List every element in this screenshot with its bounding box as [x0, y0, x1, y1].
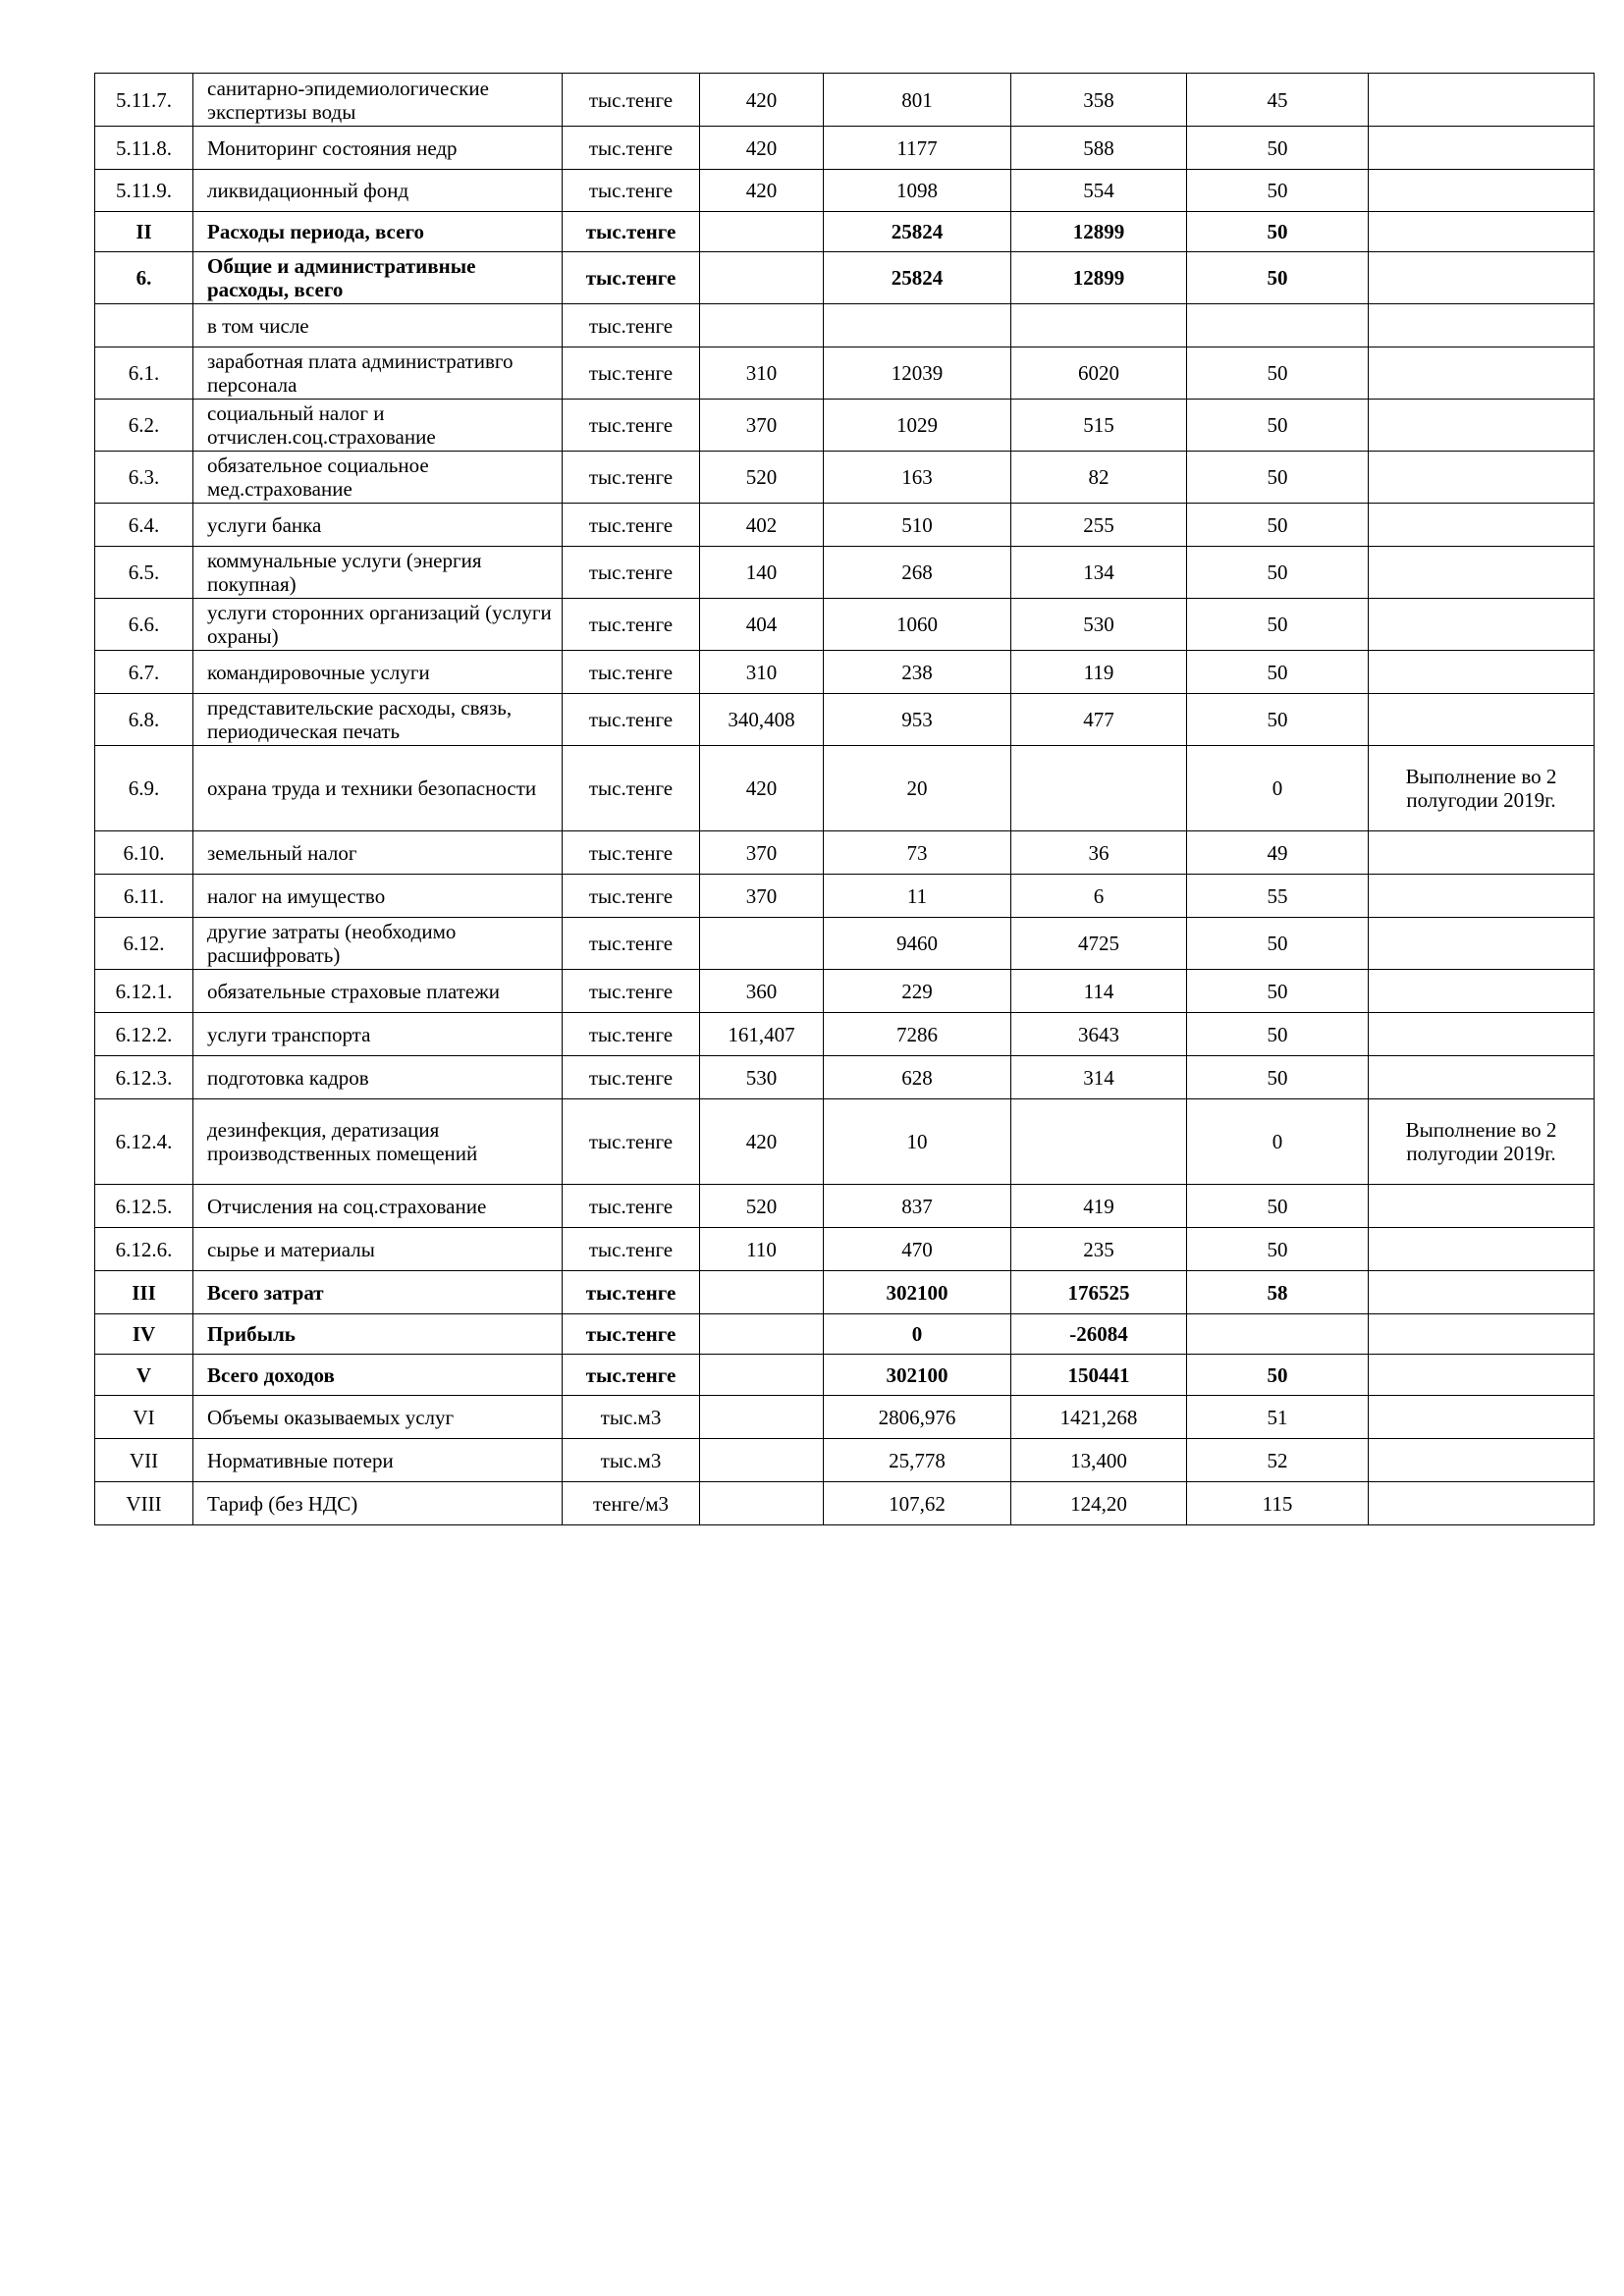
- table-row: [95, 1314, 1595, 1355]
- cell-plan: 73: [824, 831, 1011, 875]
- table-row: [95, 1056, 1595, 1099]
- cell-num: 6.12.2.: [95, 1013, 193, 1056]
- cell-note: [1369, 651, 1595, 694]
- cell-pct: 50: [1187, 252, 1369, 304]
- cell-note: Выполнение во 2 полугодии 2019г.: [1369, 746, 1595, 831]
- cell-code: 520: [700, 1185, 824, 1228]
- cell-num: 6.9.: [95, 746, 193, 831]
- cell-name: дезинфекция, дератизация производственных помещений: [193, 1099, 563, 1185]
- cell-pct: 50: [1187, 504, 1369, 547]
- cell-plan: 107,62: [824, 1482, 1011, 1525]
- cell-fact: 134: [1011, 547, 1187, 599]
- cell-note: [1369, 970, 1595, 1013]
- cell-fact: 1421,268: [1011, 1396, 1187, 1439]
- cell-plan: 20: [824, 746, 1011, 831]
- cell-unit: тыс.тенге: [563, 347, 700, 400]
- cell-unit: тыс.тенге: [563, 74, 700, 127]
- cell-fact: 4725: [1011, 918, 1187, 970]
- cell-code: 310: [700, 347, 824, 400]
- cell-plan: 25824: [824, 212, 1011, 252]
- cell-note: [1369, 547, 1595, 599]
- cell-pct: 50: [1187, 694, 1369, 746]
- cell-pct: 50: [1187, 1013, 1369, 1056]
- cell-unit: тыс.тенге: [563, 970, 700, 1013]
- cell-code: 340,408: [700, 694, 824, 746]
- cell-pct: 115: [1187, 1482, 1369, 1525]
- cell-name: ликвидационный фонд: [193, 170, 563, 212]
- cell-plan: [824, 304, 1011, 347]
- table-row: [95, 74, 1595, 127]
- cell-name: Общие и административные расходы, всего: [193, 252, 563, 304]
- cell-code: [700, 1271, 824, 1314]
- cell-plan: 11: [824, 875, 1011, 918]
- cell-fact: 515: [1011, 400, 1187, 452]
- cell-unit: тыс.м3: [563, 1396, 700, 1439]
- cell-code: 420: [700, 1099, 824, 1185]
- table-row: [95, 1355, 1595, 1396]
- cell-plan: 25,778: [824, 1439, 1011, 1482]
- cell-plan: 0: [824, 1314, 1011, 1355]
- cell-unit: тенге/м3: [563, 1482, 700, 1525]
- cell-fact: 554: [1011, 170, 1187, 212]
- cell-unit: тыс.тенге: [563, 452, 700, 504]
- cell-num: 6.5.: [95, 547, 193, 599]
- cell-fact: -26084: [1011, 1314, 1187, 1355]
- cell-num: 6.12.6.: [95, 1228, 193, 1271]
- cell-fact: 314: [1011, 1056, 1187, 1099]
- cell-code: 110: [700, 1228, 824, 1271]
- cell-pct: [1187, 1314, 1369, 1355]
- cell-plan: 25824: [824, 252, 1011, 304]
- cell-num: 6.7.: [95, 651, 193, 694]
- cell-unit: тыс.м3: [563, 1439, 700, 1482]
- cell-name: Прибыль: [193, 1314, 563, 1355]
- cell-note: [1369, 1271, 1595, 1314]
- cell-name: услуги банка: [193, 504, 563, 547]
- cell-plan: 953: [824, 694, 1011, 746]
- cell-note: [1369, 504, 1595, 547]
- cell-num: 6.1.: [95, 347, 193, 400]
- cell-plan: 163: [824, 452, 1011, 504]
- cell-name: обязательное социальное мед.страхование: [193, 452, 563, 504]
- cell-unit: тыс.тенге: [563, 212, 700, 252]
- cell-fact: [1011, 304, 1187, 347]
- cell-plan: 1177: [824, 127, 1011, 170]
- cell-fact: 530: [1011, 599, 1187, 651]
- cell-pct: 50: [1187, 547, 1369, 599]
- cell-fact: 6020: [1011, 347, 1187, 400]
- cell-code: [700, 212, 824, 252]
- table-row: [95, 1185, 1595, 1228]
- table-row: [95, 504, 1595, 547]
- cell-fact: 3643: [1011, 1013, 1187, 1056]
- cell-name: Всего доходов: [193, 1355, 563, 1396]
- table-row: [95, 212, 1595, 252]
- cell-unit: тыс.тенге: [563, 1355, 700, 1396]
- cell-fact: 12899: [1011, 212, 1187, 252]
- cell-unit: тыс.тенге: [563, 304, 700, 347]
- cell-pct: 50: [1187, 212, 1369, 252]
- cell-unit: тыс.тенге: [563, 831, 700, 875]
- cell-fact: 588: [1011, 127, 1187, 170]
- cell-name: охрана труда и техники безопасности: [193, 746, 563, 831]
- cell-note: [1369, 252, 1595, 304]
- cell-unit: тыс.тенге: [563, 504, 700, 547]
- cell-fact: [1011, 746, 1187, 831]
- cell-name: земельный налог: [193, 831, 563, 875]
- cell-num: 6.2.: [95, 400, 193, 452]
- cell-fact: 13,400: [1011, 1439, 1187, 1482]
- cell-note: [1369, 170, 1595, 212]
- cell-note: Выполнение во 2 полугодии 2019г.: [1369, 1099, 1595, 1185]
- cell-pct: 49: [1187, 831, 1369, 875]
- cell-unit: тыс.тенге: [563, 1185, 700, 1228]
- cell-num: 5.11.7.: [95, 74, 193, 127]
- cell-pct: 50: [1187, 970, 1369, 1013]
- cell-num: 6.: [95, 252, 193, 304]
- cell-pct: 50: [1187, 452, 1369, 504]
- cell-unit: тыс.тенге: [563, 746, 700, 831]
- cell-code: [700, 304, 824, 347]
- cell-name: командировочные услуги: [193, 651, 563, 694]
- cell-code: 310: [700, 651, 824, 694]
- cell-fact: 235: [1011, 1228, 1187, 1271]
- cell-name: другие затраты (необходимо расшифровать): [193, 918, 563, 970]
- cell-num: IV: [95, 1314, 193, 1355]
- cell-name: сырье и материалы: [193, 1228, 563, 1271]
- cell-unit: тыс.тенге: [563, 252, 700, 304]
- cell-fact: 36: [1011, 831, 1187, 875]
- cell-plan: 2806,976: [824, 1396, 1011, 1439]
- cell-unit: тыс.тенге: [563, 1271, 700, 1314]
- table-row: [95, 547, 1595, 599]
- cell-note: [1369, 1482, 1595, 1525]
- cell-pct: 50: [1187, 599, 1369, 651]
- cell-num: 6.4.: [95, 504, 193, 547]
- cell-num: 6.10.: [95, 831, 193, 875]
- table-row: [95, 970, 1595, 1013]
- cell-pct: 50: [1187, 170, 1369, 212]
- table-row: [95, 1228, 1595, 1271]
- cell-code: 404: [700, 599, 824, 651]
- cell-plan: 7286: [824, 1013, 1011, 1056]
- cell-plan: 12039: [824, 347, 1011, 400]
- table-row: [95, 304, 1595, 347]
- cell-num: 5.11.8.: [95, 127, 193, 170]
- cell-plan: 268: [824, 547, 1011, 599]
- cell-num: 6.12.3.: [95, 1056, 193, 1099]
- cell-num: 6.12.5.: [95, 1185, 193, 1228]
- cell-pct: 50: [1187, 1185, 1369, 1228]
- table-row: [95, 127, 1595, 170]
- cell-pct: 55: [1187, 875, 1369, 918]
- cell-unit: тыс.тенге: [563, 1314, 700, 1355]
- table-row: [95, 694, 1595, 746]
- cell-num: [95, 304, 193, 347]
- cell-plan: 801: [824, 74, 1011, 127]
- cell-note: [1369, 74, 1595, 127]
- cell-code: 520: [700, 452, 824, 504]
- cell-fact: 477: [1011, 694, 1187, 746]
- cell-code: [700, 1396, 824, 1439]
- table-row: [95, 1482, 1595, 1525]
- cell-pct: 52: [1187, 1439, 1369, 1482]
- cell-unit: тыс.тенге: [563, 400, 700, 452]
- cell-code: 420: [700, 127, 824, 170]
- cell-pct: 50: [1187, 400, 1369, 452]
- cell-note: [1369, 1314, 1595, 1355]
- cell-name: в том числе: [193, 304, 563, 347]
- cell-unit: тыс.тенге: [563, 127, 700, 170]
- cell-plan: 238: [824, 651, 1011, 694]
- cell-fact: 419: [1011, 1185, 1187, 1228]
- cell-name: представительские расходы, связь, периодическая печать: [193, 694, 563, 746]
- cell-num: VIII: [95, 1482, 193, 1525]
- cell-code: 360: [700, 970, 824, 1013]
- cell-pct: 51: [1187, 1396, 1369, 1439]
- cell-num: III: [95, 1271, 193, 1314]
- cell-num: 5.11.9.: [95, 170, 193, 212]
- cell-code: 402: [700, 504, 824, 547]
- cell-code: 420: [700, 170, 824, 212]
- cell-name: социальный налог и отчислен.соц.страхование: [193, 400, 563, 452]
- cell-note: [1369, 1185, 1595, 1228]
- cell-plan: 837: [824, 1185, 1011, 1228]
- table-row: [95, 1099, 1595, 1185]
- cell-note: [1369, 347, 1595, 400]
- cell-fact: 124,20: [1011, 1482, 1187, 1525]
- table-row: [95, 400, 1595, 452]
- cell-note: [1369, 918, 1595, 970]
- cell-note: [1369, 127, 1595, 170]
- cell-plan: 1098: [824, 170, 1011, 212]
- cell-plan: 628: [824, 1056, 1011, 1099]
- cell-code: 140: [700, 547, 824, 599]
- cell-note: [1369, 694, 1595, 746]
- cell-pct: 50: [1187, 1056, 1369, 1099]
- cell-name: Мониторинг состояния недр: [193, 127, 563, 170]
- cell-num: II: [95, 212, 193, 252]
- cell-fact: 82: [1011, 452, 1187, 504]
- cell-unit: тыс.тенге: [563, 875, 700, 918]
- cell-plan: 302100: [824, 1271, 1011, 1314]
- table-row: [95, 1013, 1595, 1056]
- table-body: [95, 74, 1595, 1525]
- cell-fact: 114: [1011, 970, 1187, 1013]
- table-row: [95, 1439, 1595, 1482]
- cell-plan: 470: [824, 1228, 1011, 1271]
- cell-name: заработная плата административго персонала: [193, 347, 563, 400]
- cell-code: [700, 1482, 824, 1525]
- cell-name: обязательные страховые платежи: [193, 970, 563, 1013]
- cell-fact: [1011, 1099, 1187, 1185]
- cell-unit: тыс.тенге: [563, 547, 700, 599]
- cell-unit: тыс.тенге: [563, 1013, 700, 1056]
- cell-note: [1369, 1355, 1595, 1396]
- table-row: [95, 599, 1595, 651]
- cell-pct: 50: [1187, 347, 1369, 400]
- table-row: [95, 170, 1595, 212]
- cell-pct: 50: [1187, 651, 1369, 694]
- table-row: [95, 918, 1595, 970]
- cell-note: [1369, 875, 1595, 918]
- cell-unit: тыс.тенге: [563, 1056, 700, 1099]
- cell-name: Тариф (без НДС): [193, 1482, 563, 1525]
- cell-note: [1369, 1013, 1595, 1056]
- table-row: [95, 452, 1595, 504]
- cell-pct: 50: [1187, 1228, 1369, 1271]
- cell-pct: 0: [1187, 1099, 1369, 1185]
- cell-note: [1369, 599, 1595, 651]
- cost-table: [94, 73, 1595, 1525]
- cell-fact: 358: [1011, 74, 1187, 127]
- cell-num: 6.12.1.: [95, 970, 193, 1013]
- table-row: [95, 252, 1595, 304]
- table-row: [95, 1271, 1595, 1314]
- cell-name: Отчисления на соц.страхование: [193, 1185, 563, 1228]
- cell-note: [1369, 1228, 1595, 1271]
- cell-name: коммунальные услуги (энергия покупная): [193, 547, 563, 599]
- cell-note: [1369, 1056, 1595, 1099]
- cell-code: [700, 918, 824, 970]
- cell-plan: 10: [824, 1099, 1011, 1185]
- cell-code: 370: [700, 875, 824, 918]
- cell-name: услуги сторонних организаций (услуги охраны): [193, 599, 563, 651]
- cell-unit: тыс.тенге: [563, 1228, 700, 1271]
- cell-pct: 0: [1187, 746, 1369, 831]
- table-row: [95, 347, 1595, 400]
- cell-note: [1369, 212, 1595, 252]
- cell-plan: 1029: [824, 400, 1011, 452]
- cell-num: VI: [95, 1396, 193, 1439]
- cell-code: 420: [700, 74, 824, 127]
- cell-unit: тыс.тенге: [563, 599, 700, 651]
- cell-code: 161,407: [700, 1013, 824, 1056]
- cell-code: [700, 1314, 824, 1355]
- cell-code: 420: [700, 746, 824, 831]
- cell-unit: тыс.тенге: [563, 694, 700, 746]
- cell-fact: 119: [1011, 651, 1187, 694]
- table-row: [95, 1396, 1595, 1439]
- cell-fact: 6: [1011, 875, 1187, 918]
- cell-num: 6.12.4.: [95, 1099, 193, 1185]
- cell-plan: 9460: [824, 918, 1011, 970]
- cell-name: услуги транспорта: [193, 1013, 563, 1056]
- cell-num: 6.6.: [95, 599, 193, 651]
- cell-code: [700, 252, 824, 304]
- cell-name: Нормативные потери: [193, 1439, 563, 1482]
- table-row: [95, 651, 1595, 694]
- cell-name: Объемы оказываемых услуг: [193, 1396, 563, 1439]
- cell-num: 6.11.: [95, 875, 193, 918]
- cell-note: [1369, 452, 1595, 504]
- cell-pct: [1187, 304, 1369, 347]
- cell-plan: 1060: [824, 599, 1011, 651]
- cell-num: VII: [95, 1439, 193, 1482]
- cell-num: V: [95, 1355, 193, 1396]
- cell-plan: 510: [824, 504, 1011, 547]
- cell-pct: 50: [1187, 1355, 1369, 1396]
- cell-num: 6.8.: [95, 694, 193, 746]
- table-row: [95, 875, 1595, 918]
- cell-num: 6.12.: [95, 918, 193, 970]
- cell-note: [1369, 831, 1595, 875]
- cell-code: [700, 1439, 824, 1482]
- cell-num: 6.3.: [95, 452, 193, 504]
- cell-name: налог на имущество: [193, 875, 563, 918]
- cell-code: 370: [700, 831, 824, 875]
- cell-name: подготовка кадров: [193, 1056, 563, 1099]
- cell-name: Расходы периода, всего: [193, 212, 563, 252]
- cell-unit: тыс.тенге: [563, 170, 700, 212]
- cell-plan: 302100: [824, 1355, 1011, 1396]
- table-row: [95, 746, 1595, 831]
- cell-pct: 45: [1187, 74, 1369, 127]
- cell-note: [1369, 304, 1595, 347]
- cell-note: [1369, 400, 1595, 452]
- cell-pct: 50: [1187, 918, 1369, 970]
- cell-code: 530: [700, 1056, 824, 1099]
- cell-fact: 255: [1011, 504, 1187, 547]
- cell-unit: тыс.тенге: [563, 651, 700, 694]
- cell-code: [700, 1355, 824, 1396]
- cell-code: 370: [700, 400, 824, 452]
- cell-note: [1369, 1439, 1595, 1482]
- cell-pct: 58: [1187, 1271, 1369, 1314]
- cell-fact: 12899: [1011, 252, 1187, 304]
- cell-unit: тыс.тенге: [563, 918, 700, 970]
- cell-pct: 50: [1187, 127, 1369, 170]
- cell-fact: 150441: [1011, 1355, 1187, 1396]
- cell-name: санитарно-эпидемиологические экспертизы воды: [193, 74, 563, 127]
- cell-fact: 176525: [1011, 1271, 1187, 1314]
- cell-plan: 229: [824, 970, 1011, 1013]
- cell-unit: тыс.тенге: [563, 1099, 700, 1185]
- cell-name: Всего затрат: [193, 1271, 563, 1314]
- cell-note: [1369, 1396, 1595, 1439]
- table-row: [95, 831, 1595, 875]
